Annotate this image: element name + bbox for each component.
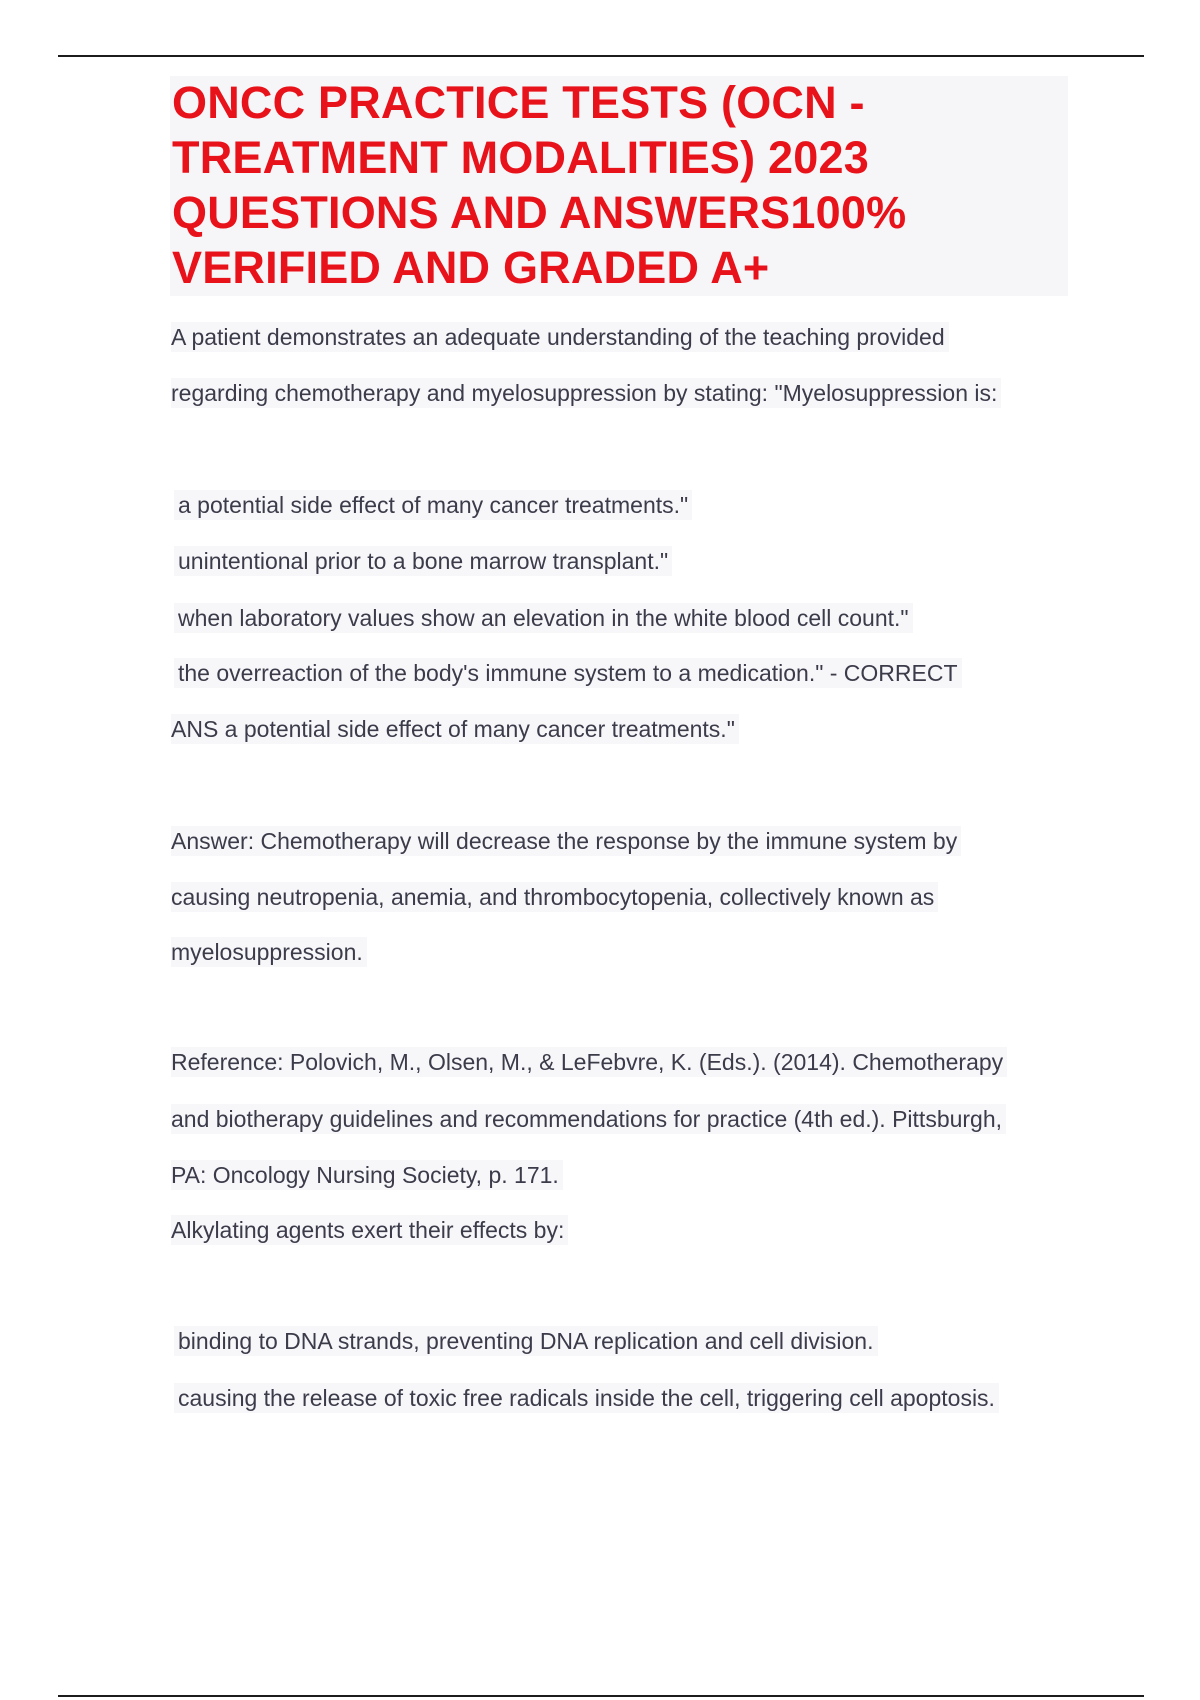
top-rule (58, 55, 1144, 57)
question-1-stem-line-2: regarding chemotherapy and myelosuppression by stating: "Myelosuppression is: (171, 378, 1001, 408)
question-2-option-a: binding to DNA strands, preventing DNA replication and cell division. (174, 1326, 878, 1356)
answer-line-2: causing neutropenia, anemia, and thrombocytopenia, collectively known as (171, 882, 938, 912)
reference-line-3: PA: Oncology Nursing Society, p. 171. (171, 1160, 563, 1190)
question-1-option-a: a potential side effect of many cancer treatments." (174, 490, 692, 520)
reference-line-1: Reference: Polovich, M., Olsen, M., & LeFebvre, K. (Eds.). (2014). Chemotherapy (171, 1047, 1007, 1077)
question-1-correct-answer: ANS a potential side effect of many cancer treatments." (171, 714, 739, 744)
answer-line-3: myelosuppression. (171, 937, 367, 967)
answer-line-1: Answer: Chemotherapy will decrease the response by the immune system by (171, 826, 961, 856)
question-1-option-c: when laboratory values show an elevation in the white blood cell count." (174, 603, 913, 633)
question-2-option-b: causing the release of toxic free radicals inside the cell, triggering cell apoptosis. (174, 1383, 999, 1413)
document-title: ONCC PRACTICE TESTS (OCN - TREATMENT MODALITIES) 2023 QUESTIONS AND ANSWERS100% VERIFIED AND GRADED A+ (172, 77, 907, 293)
bottom-rule (58, 1695, 1144, 1697)
question-1-option-d: the overreaction of the body's immune system to a medication." - CORRECT (174, 658, 962, 688)
question-1-stem-line-1: A patient demonstrates an adequate understanding of the teaching provided (171, 322, 949, 352)
reference-line-2: and biotherapy guidelines and recommendations for practice (4th ed.). Pittsburgh, (171, 1104, 1006, 1134)
question-1-option-b: unintentional prior to a bone marrow transplant." (174, 546, 672, 576)
question-2-stem: Alkylating agents exert their effects by: (171, 1215, 568, 1245)
